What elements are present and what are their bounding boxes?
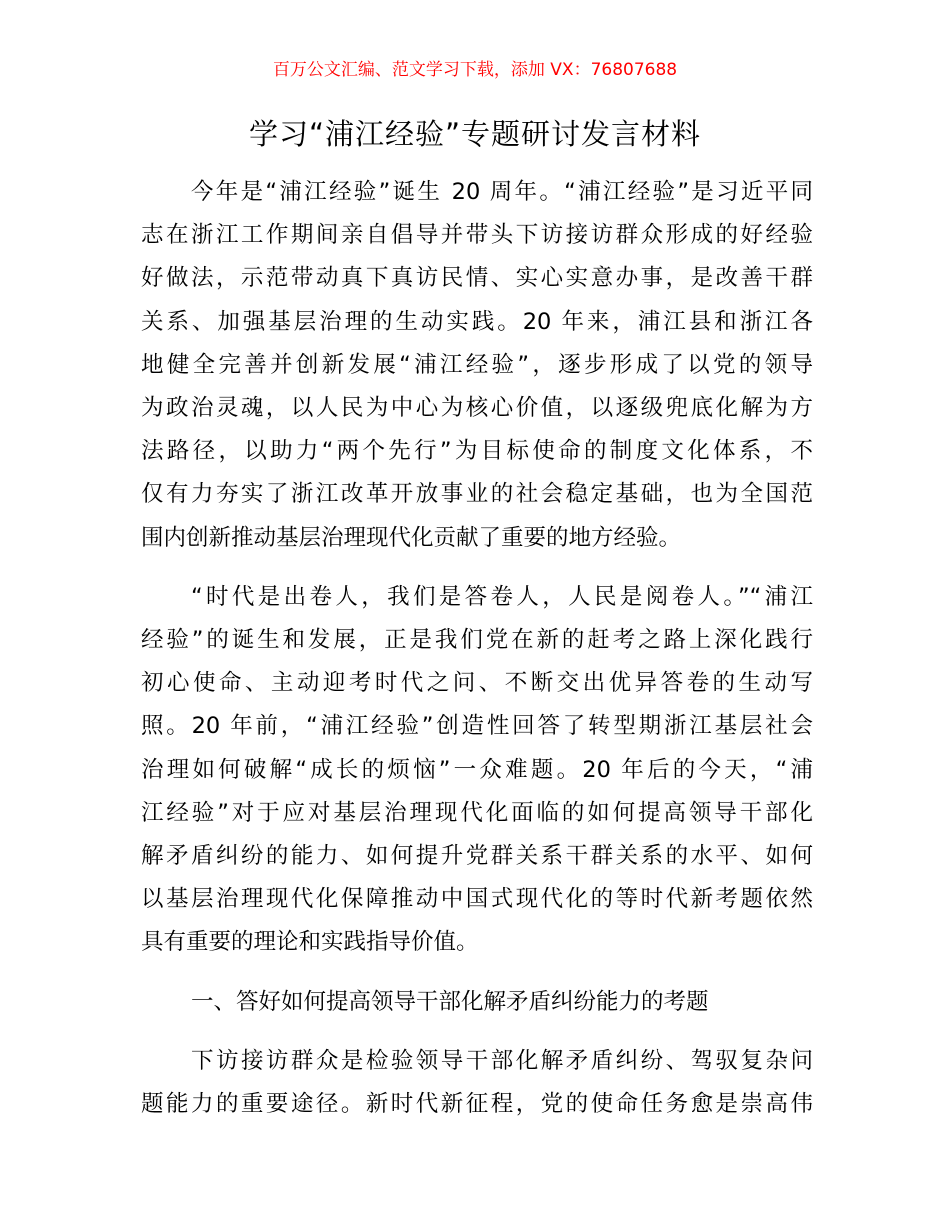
text-line: 下访接访群众是检验领导干部化解矛盾纠纷、驾驭复杂问 (191, 1047, 813, 1074)
text-line: 围内创新推动基层治理现代化贡献了重要的地方经验。 (141, 524, 682, 551)
document-title: 学习“浦江经验”专题研讨发言材料 (248, 117, 702, 151)
text-line: 一、答好如何提高领导干部化解矛盾纠纷能力的考题 (191, 988, 709, 1015)
section-heading-1 (141, 981, 813, 1024)
text-line: 照。20 年前，“浦江经验”创造性回答了转型期浙江基层社会 (141, 713, 813, 740)
paragraph-intro (141, 171, 813, 560)
text-line: 以基层治理现代化保障推动中国式现代化的等时代新考题依然 (141, 886, 813, 913)
text-line: 仅有力夯实了浙江改革开放事业的社会稳定基础，也为全国范 (141, 481, 813, 508)
paragraph-quote (141, 576, 813, 965)
text-line: 题能力的重要途径。新时代新征程，党的使命任务愈是崇高伟 (141, 1091, 813, 1118)
text-line: 地健全完善并创新发展“浦江经验”，逐步形成了以党的领导 (141, 351, 813, 378)
document-body (141, 171, 813, 1126)
text-line: “时代是出卷人，我们是答卷人，人民是阅卷人。”“浦江 (191, 583, 813, 610)
text-line: 关系、加强基层治理的生动实践。20 年来，浦江县和浙江各 (141, 308, 813, 335)
text-line: 初心使命、主动迎考时代之问、不断交出优异答卷的生动写 (141, 670, 813, 697)
text-line: 今年是“浦江经验”诞生 20 周年。“浦江经验”是习近平同 (191, 179, 813, 205)
text-line: 好做法，示范带动真下真访民情、实心实意办事，是改善干群 (141, 265, 813, 292)
text-line: 志在浙江工作期间亲自倡导并带头下访接访群众形成的好经验 (141, 222, 813, 249)
text-line: 为政治灵魂，以人民为中心为核心价值，以逐级兜底化解为方 (141, 395, 813, 422)
text-line: 治理如何破解“成长的烦恼”一众难题。20 年后的今天，“浦 (141, 756, 813, 783)
paragraph-section-1 (141, 1040, 813, 1126)
promo-header: 百万公文汇编、范文学习下载，添加 VX：76807688 (272, 60, 678, 80)
text-line: 经验”的诞生和发展，正是我们党在新的赶考之路上深化践行 (141, 627, 813, 654)
text-line: 解矛盾纠纷的能力、如何提升党群关系干群关系的水平、如何 (141, 843, 813, 870)
text-line: 具有重要的理论和实践指导价值。 (141, 929, 479, 956)
text-line: 法路径，以助力“两个先行”为目标使命的制度文化体系，不 (141, 438, 813, 465)
text-line: 江经验”对于应对基层治理现代化面临的如何提高领导干部化 (141, 799, 813, 826)
